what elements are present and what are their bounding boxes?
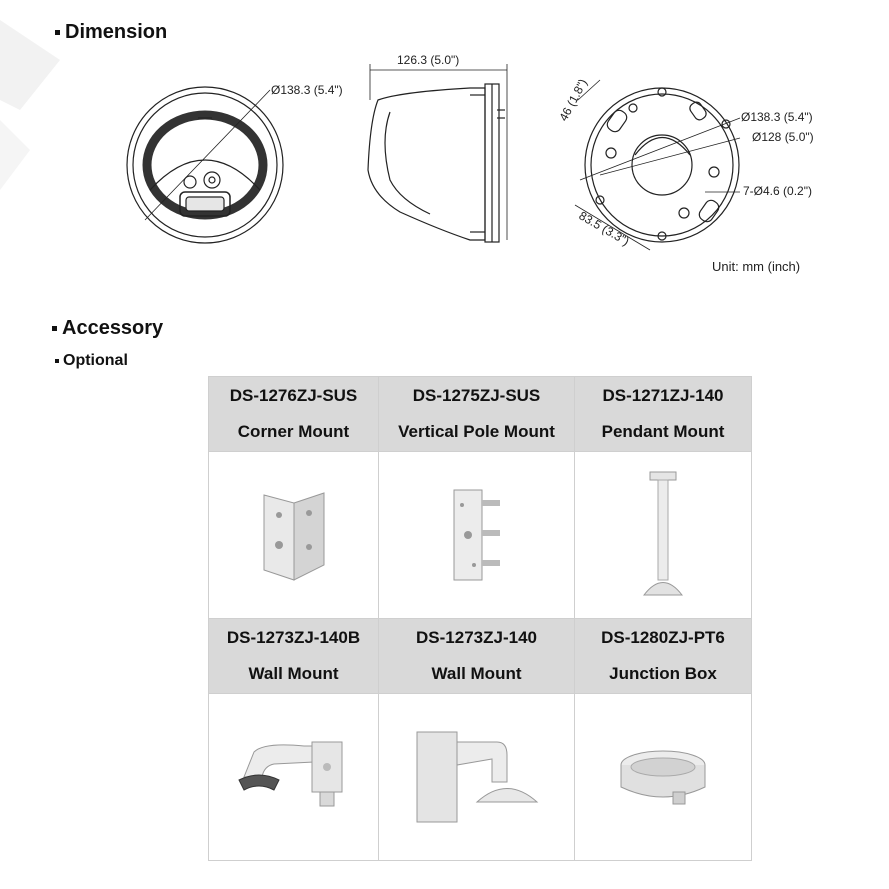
accessory-header-cell — [575, 619, 752, 694]
accessory-header-cell — [379, 619, 575, 694]
accessory-model: DS-1280ZJ-PT6 — [601, 628, 725, 647]
accessory-image-cell — [575, 694, 752, 861]
optional-heading — [55, 352, 128, 370]
pendant-mount-icon — [638, 470, 688, 600]
base-spacing-a-label: 46 (1.8") — [556, 76, 591, 124]
dimension-drawings — [0, 0, 889, 300]
base-outer-diameter-label: Ø138.3 (5.4") — [741, 110, 813, 124]
accessory-title: Accessory — [62, 317, 164, 339]
base-inner-diameter-label: Ø128 (5.0") — [752, 130, 814, 144]
accessory-model: DS-1271ZJ-140 — [602, 386, 724, 405]
optional-title: Optional — [63, 352, 128, 369]
accessory-image-cell — [209, 694, 379, 861]
side-view-drawing — [368, 64, 507, 242]
wall-mount-box-icon — [234, 732, 354, 822]
junction-box-icon — [613, 737, 713, 817]
accessory-image-cell — [379, 694, 575, 861]
accessory-name: Wall Mount — [431, 664, 522, 683]
accessory-header-cell — [209, 619, 379, 694]
accessory-header-cell — [379, 377, 575, 452]
accessory-name: Pendant Mount — [601, 422, 725, 441]
corner-mount-icon — [249, 485, 339, 585]
accessory-name: Wall Mount — [248, 664, 339, 683]
accessory-image-cell — [379, 452, 575, 619]
accessory-model: DS-1275ZJ-SUS — [412, 386, 541, 405]
base-spacing-b-label: 83.5 (3.3") — [576, 208, 632, 249]
accessory-name: Vertical Pole Mount — [398, 422, 555, 441]
front-diameter-label: Ø138.3 (5.4") — [271, 83, 343, 97]
accessory-model: DS-1276ZJ-SUS — [229, 386, 358, 405]
accessory-table — [208, 376, 752, 861]
base-holes-label: 7-Ø4.6 (0.2") — [743, 184, 812, 198]
accessory-name: Corner Mount — [237, 422, 350, 441]
accessory-image-cell — [209, 452, 379, 619]
unit-label: Unit: mm (inch) — [712, 259, 801, 274]
table-header-row — [209, 619, 752, 694]
table-image-row — [209, 452, 752, 619]
accessory-image-cell — [575, 452, 752, 619]
wall-mount-icon — [412, 727, 542, 827]
table-header-row — [209, 377, 752, 452]
accessory-header-cell — [209, 377, 379, 452]
accessory-header-cell — [575, 377, 752, 452]
bullet-icon — [55, 359, 59, 363]
bullet-icon — [52, 326, 57, 331]
accessory-model: DS-1273ZJ-140B — [226, 628, 361, 647]
table-image-row — [209, 694, 752, 861]
pole-mount-icon — [442, 485, 512, 585]
accessory-model: DS-1273ZJ-140 — [416, 628, 537, 647]
front-view-drawing — [127, 87, 283, 243]
side-depth-label: 126.3 (5.0") — [397, 53, 460, 67]
dimension-title: Dimension — [65, 21, 168, 43]
accessory-name: Junction Box — [609, 664, 717, 683]
accessory-heading — [52, 317, 163, 340]
